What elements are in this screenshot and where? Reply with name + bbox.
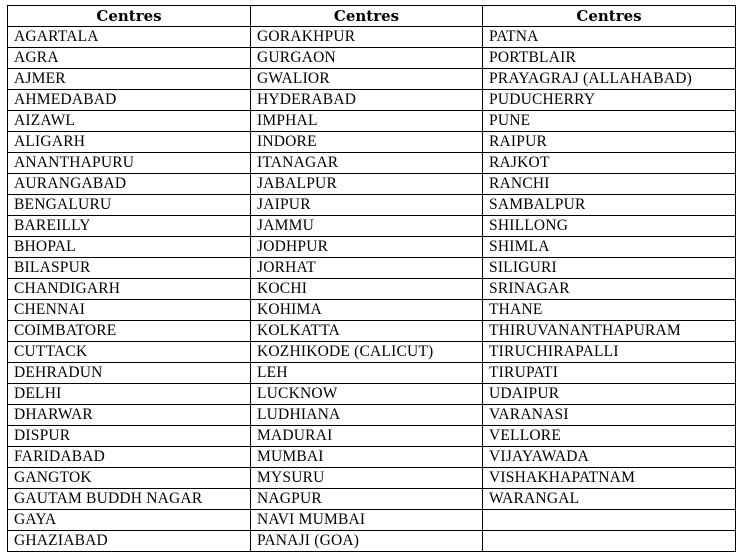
- centre-cell: THIRUVANANTHAPURAM: [483, 321, 736, 342]
- centre-cell: BHOPAL: [8, 237, 251, 258]
- table-row: [8, 384, 736, 405]
- table-row: [8, 174, 736, 195]
- table-row: [8, 447, 736, 468]
- header-row: [8, 6, 736, 27]
- centre-cell: AHMEDABAD: [8, 90, 251, 111]
- table-row: [8, 237, 736, 258]
- centre-cell: [483, 531, 736, 552]
- table-row: [8, 363, 736, 384]
- centre-cell: GORAKHPUR: [251, 27, 483, 48]
- centre-cell: ANANTHAPURU: [8, 153, 251, 174]
- centre-cell: RAJKOT: [483, 153, 736, 174]
- centre-cell: BAREILLY: [8, 216, 251, 237]
- centre-cell: GAUTAM BUDDH NAGAR: [8, 489, 251, 510]
- centre-cell: KOHIMA: [251, 300, 483, 321]
- centre-cell: LUCKNOW: [251, 384, 483, 405]
- centre-cell: [483, 510, 736, 531]
- centre-cell: IMPHAL: [251, 111, 483, 132]
- centre-cell: DISPUR: [8, 426, 251, 447]
- table-row: [8, 342, 736, 363]
- centre-cell: INDORE: [251, 132, 483, 153]
- column-header: Centres: [251, 6, 483, 27]
- centre-cell: TIRUCHIRAPALLI: [483, 342, 736, 363]
- table-row: [8, 69, 736, 90]
- centre-cell: VARANASI: [483, 405, 736, 426]
- centre-cell: CHENNAI: [8, 300, 251, 321]
- centre-cell: KOZHIKODE (CALICUT): [251, 342, 483, 363]
- centre-cell: RANCHI: [483, 174, 736, 195]
- centre-cell: SRINAGAR: [483, 279, 736, 300]
- centre-cell: CUTTACK: [8, 342, 251, 363]
- centre-cell: AGRA: [8, 48, 251, 69]
- table-row: [8, 111, 736, 132]
- table-row: [8, 489, 736, 510]
- table-row: [8, 279, 736, 300]
- centre-cell: AIZAWL: [8, 111, 251, 132]
- centre-cell: BILASPUR: [8, 258, 251, 279]
- centre-cell: JAMMU: [251, 216, 483, 237]
- centre-cell: MADURAI: [251, 426, 483, 447]
- centre-cell: THANE: [483, 300, 736, 321]
- centre-cell: VELLORE: [483, 426, 736, 447]
- centre-cell: PRAYAGRAJ (ALLAHABAD): [483, 69, 736, 90]
- table-row: [8, 258, 736, 279]
- table-row: [8, 48, 736, 69]
- table-row: [8, 468, 736, 489]
- table-row: [8, 426, 736, 447]
- centre-cell: LEH: [251, 363, 483, 384]
- table-row: [8, 321, 736, 342]
- table-row: [8, 132, 736, 153]
- column-header: Centres: [483, 6, 736, 27]
- centre-cell: LUDHIANA: [251, 405, 483, 426]
- centre-cell: KOCHI: [251, 279, 483, 300]
- centre-cell: MUMBAI: [251, 447, 483, 468]
- centre-cell: NAVI MUMBAI: [251, 510, 483, 531]
- centres-table: [7, 5, 736, 552]
- centre-cell: MYSURU: [251, 468, 483, 489]
- centre-cell: CHANDIGARH: [8, 279, 251, 300]
- centre-cell: DEHRADUN: [8, 363, 251, 384]
- centre-cell: WARANGAL: [483, 489, 736, 510]
- table-row: [8, 405, 736, 426]
- table-row: [8, 153, 736, 174]
- centre-cell: GWALIOR: [251, 69, 483, 90]
- centre-cell: PANAJI (GOA): [251, 531, 483, 552]
- centre-cell: JABALPUR: [251, 174, 483, 195]
- centre-cell: SAMBALPUR: [483, 195, 736, 216]
- centre-cell: NAGPUR: [251, 489, 483, 510]
- centre-cell: DHARWAR: [8, 405, 251, 426]
- table-body: [8, 27, 736, 552]
- centre-cell: ALIGARH: [8, 132, 251, 153]
- table-header: [8, 6, 736, 27]
- centre-cell: AJMER: [8, 69, 251, 90]
- centre-cell: TIRUPATI: [483, 363, 736, 384]
- centre-cell: JAIPUR: [251, 195, 483, 216]
- centre-cell: DELHI: [8, 384, 251, 405]
- centre-cell: RAIPUR: [483, 132, 736, 153]
- centre-cell: SHILLONG: [483, 216, 736, 237]
- centre-cell: GAYA: [8, 510, 251, 531]
- centre-cell: PUNE: [483, 111, 736, 132]
- column-header: Centres: [8, 6, 251, 27]
- centre-cell: ITANAGAR: [251, 153, 483, 174]
- centre-cell: FARIDABAD: [8, 447, 251, 468]
- centre-cell: PUDUCHERRY: [483, 90, 736, 111]
- centre-cell: KOLKATTA: [251, 321, 483, 342]
- centre-cell: UDAIPUR: [483, 384, 736, 405]
- table-row: [8, 510, 736, 531]
- centre-cell: SHIMLA: [483, 237, 736, 258]
- centre-cell: JORHAT: [251, 258, 483, 279]
- centre-cell: PORTBLAIR: [483, 48, 736, 69]
- centre-cell: BENGALURU: [8, 195, 251, 216]
- centre-cell: VISHAKHAPATNAM: [483, 468, 736, 489]
- centre-cell: PATNA: [483, 27, 736, 48]
- centre-cell: JODHPUR: [251, 237, 483, 258]
- table-row: [8, 300, 736, 321]
- table-row: [8, 195, 736, 216]
- centre-cell: AGARTALA: [8, 27, 251, 48]
- centre-cell: SILIGURI: [483, 258, 736, 279]
- centre-cell: COIMBATORE: [8, 321, 251, 342]
- table-row: [8, 90, 736, 111]
- centre-cell: AURANGABAD: [8, 174, 251, 195]
- table-row: [8, 531, 736, 552]
- centre-cell: HYDERABAD: [251, 90, 483, 111]
- table-row: [8, 216, 736, 237]
- table-row: [8, 27, 736, 48]
- centre-cell: VIJAYAWADA: [483, 447, 736, 468]
- centre-cell: GANGTOK: [8, 468, 251, 489]
- centre-cell: GHAZIABAD: [8, 531, 251, 552]
- centre-cell: GURGAON: [251, 48, 483, 69]
